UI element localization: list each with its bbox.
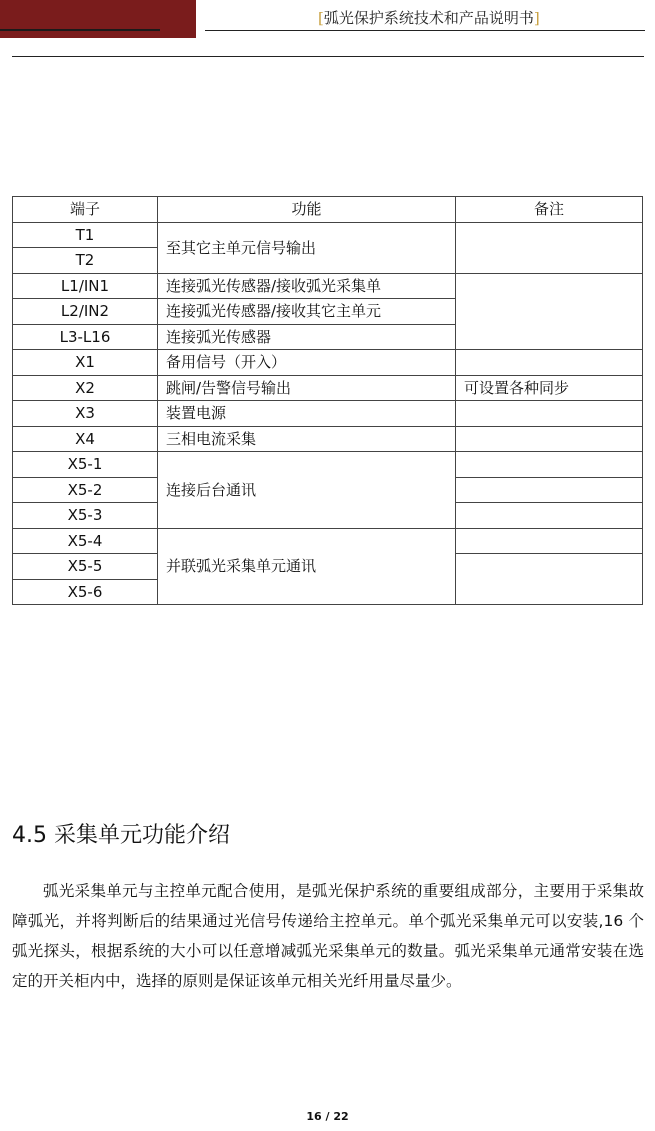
header-divider xyxy=(12,56,644,57)
terminal-table xyxy=(12,196,643,605)
title-bracket-close: ] xyxy=(533,9,540,27)
table-row xyxy=(13,401,643,427)
header-terminal: 端子 xyxy=(13,197,158,223)
terminal-cell: L1/IN1 xyxy=(13,273,158,299)
function-cell: 至其它主单元信号输出 xyxy=(158,222,456,273)
table-row xyxy=(13,452,643,478)
table-row xyxy=(13,350,643,376)
terminal-cell: X5-1 xyxy=(13,452,158,478)
note-cell xyxy=(456,503,643,529)
terminal-cell: X3 xyxy=(13,401,158,427)
header-note: 备注 xyxy=(456,197,643,223)
terminal-cell: X5-4 xyxy=(13,528,158,554)
function-cell: 装置电源 xyxy=(158,401,456,427)
terminal-cell: X1 xyxy=(13,350,158,376)
terminal-cell: X4 xyxy=(13,426,158,452)
function-cell: 连接后台通讯 xyxy=(158,452,456,529)
terminal-cell: X5-2 xyxy=(13,477,158,503)
terminal-cell: L2/IN2 xyxy=(13,299,158,325)
title-text: 弧光保护系统技术和产品说明书 xyxy=(323,9,534,27)
header-color-block xyxy=(0,0,196,38)
section-heading: 4.5 采集单元功能介绍 xyxy=(12,823,230,848)
note-cell xyxy=(456,401,643,427)
note-cell xyxy=(456,528,643,554)
header-block-underline xyxy=(0,29,160,31)
terminal-cell: T1 xyxy=(13,222,158,248)
header-rule xyxy=(205,30,645,31)
terminal-cell: X2 xyxy=(13,375,158,401)
note-cell xyxy=(456,350,643,376)
table-row xyxy=(13,222,643,248)
note-cell xyxy=(456,426,643,452)
table-row xyxy=(13,375,643,401)
note-cell xyxy=(456,222,643,273)
header-function: 功能 xyxy=(158,197,456,223)
terminal-cell: X5-5 xyxy=(13,554,158,580)
document-title xyxy=(318,7,540,28)
function-cell: 连接弧光传感器/接收其它主单元 xyxy=(158,299,456,325)
function-cell: 并联弧光采集单元通讯 xyxy=(158,528,456,605)
title-bracket-open: [ xyxy=(318,9,324,27)
page-number: 16 / 22 xyxy=(306,1110,349,1123)
terminal-cell: T2 xyxy=(13,248,158,274)
note-cell xyxy=(456,273,643,350)
table-row xyxy=(13,273,643,299)
note-cell: 可设置各种同步 xyxy=(456,375,643,401)
table-header-row xyxy=(13,197,643,223)
note-cell xyxy=(456,452,643,478)
note-cell xyxy=(456,554,643,605)
table-row xyxy=(13,528,643,554)
function-cell: 连接弧光传感器 xyxy=(158,324,456,350)
section-paragraph: 弧光采集单元与主控单元配合使用，是弧光保护系统的重要组成部分，主要用于采集故障弧光，并将判断后的结果通过光信号传递给主控单元。单个弧光采集单元可以安装,16 个弧光探头，根据系统的大小可以任意增减弧光采集单元的数量。弧光采集单元通常安装在选定的开关柜内中，选择的原则是保证该单元相关光纤用量尽量少。 xyxy=(12,882,644,990)
table-row xyxy=(13,426,643,452)
function-cell: 跳闸/告警信号输出 xyxy=(158,375,456,401)
function-cell: 三相电流采集 xyxy=(158,426,456,452)
terminal-cell: X5-6 xyxy=(13,579,158,605)
function-cell: 备用信号（开入） xyxy=(158,350,456,376)
note-cell xyxy=(456,477,643,503)
function-cell: 连接弧光传感器/接收弧光采集单 xyxy=(158,273,456,299)
terminal-cell: L3-L16 xyxy=(13,324,158,350)
terminal-cell: X5-3 xyxy=(13,503,158,529)
